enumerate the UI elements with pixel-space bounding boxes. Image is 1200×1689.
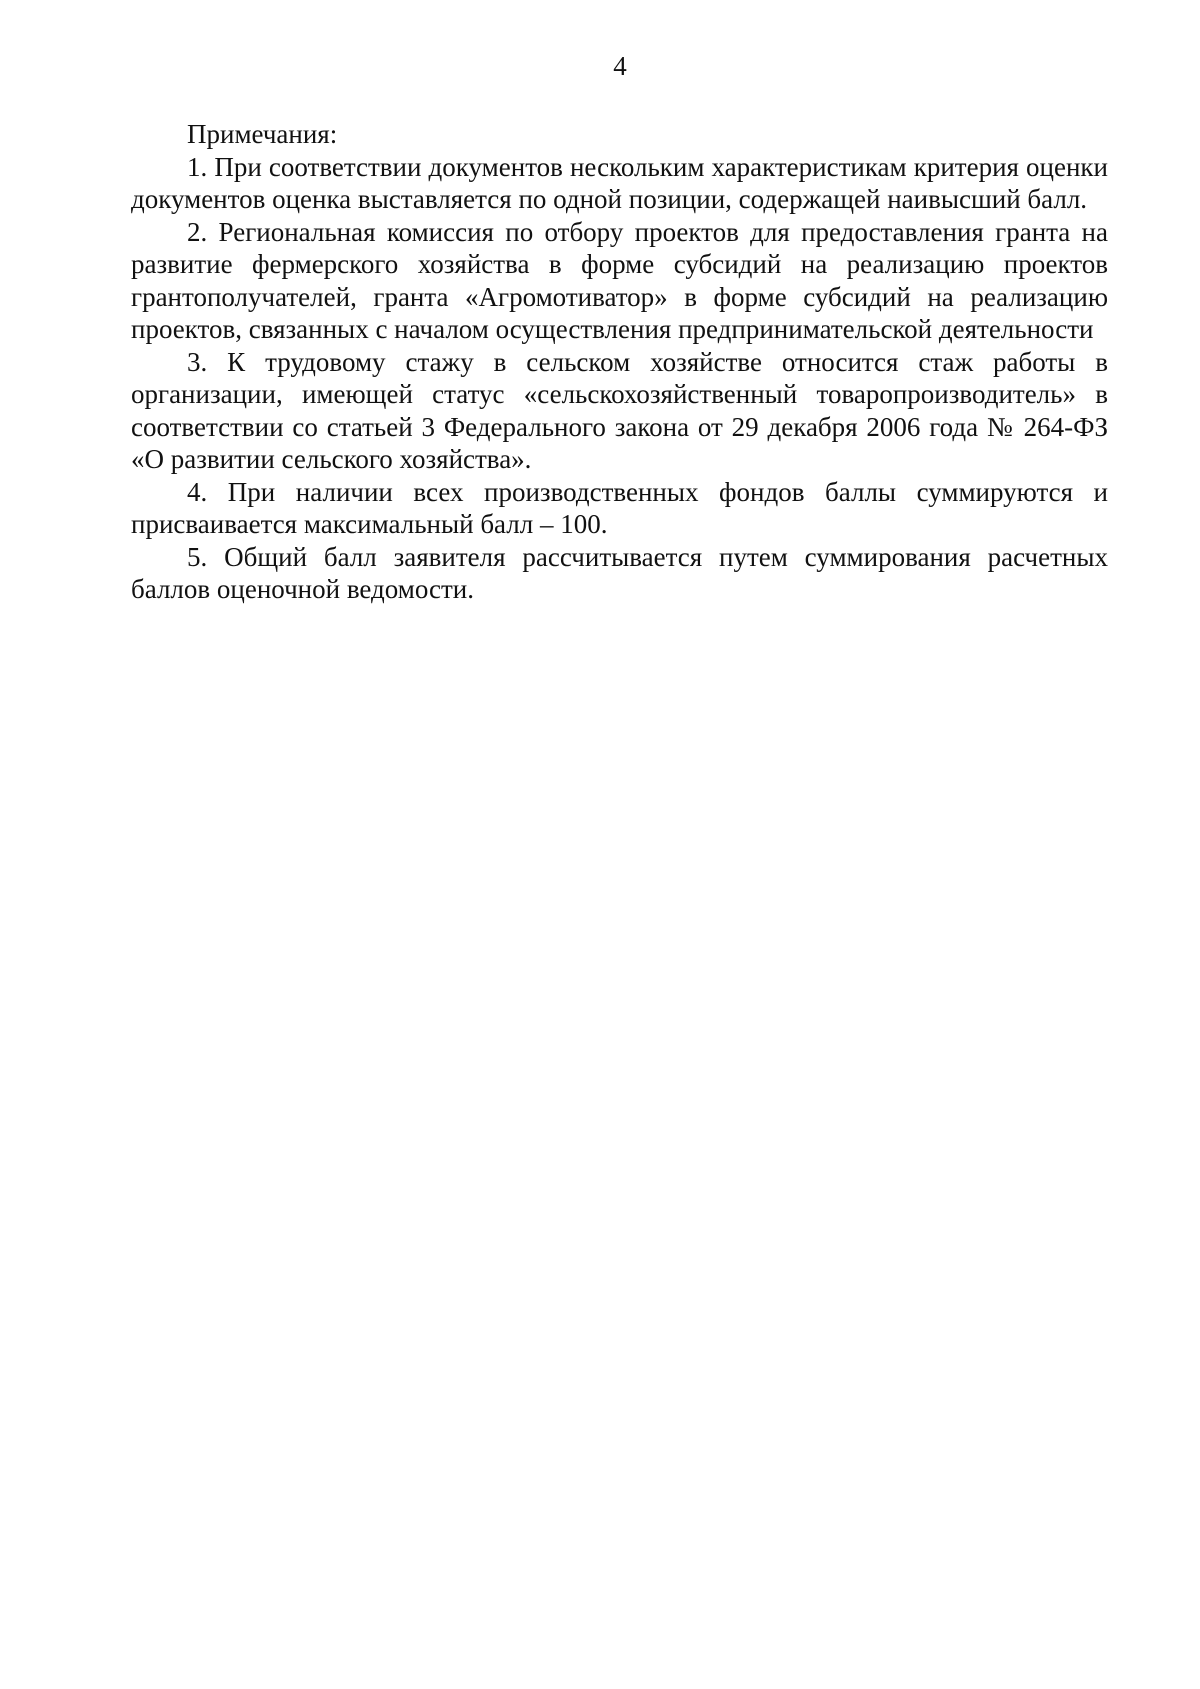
page-number: 4 xyxy=(613,51,627,81)
note-item-5: 5. Общий балл заявителя рассчитывается путем суммирования расчетных баллов оценочной ведомости. xyxy=(131,541,1108,604)
note-item-2: 2. Региональная комиссия по отбору проектов для предоставления гранта на развитие фермерского хозяйства в форме субсидий на реализацию проектов грантополучателей, гранта «Агромотиватор» в форме субсидий на реализацию проектов, связанных с началом осуществления предпринимательской деятельности xyxy=(131,216,1108,344)
note-item-3: 3. К трудовому стажу в сельском хозяйстве относится стаж работы в организации, имеющей статус «сельскохозяйственный товаропроизводитель» в соответствии со статьей 3 Федерального закона от 29 декабря 2006 года № 264-ФЗ «О развитии сельского хозяйства». xyxy=(131,346,1108,474)
note-item-4: 4. При наличии всех производственных фондов баллы суммируются и присваивается максимальный балл – 100. xyxy=(131,476,1108,539)
note-item-1: 1. При соответствии документов нескольким характеристикам критерия оценки документов оценка выставляется по одной позиции, содержащей наивысший балл. xyxy=(131,151,1108,214)
notes-section xyxy=(131,118,1108,606)
notes-heading: Примечания: xyxy=(187,119,338,149)
